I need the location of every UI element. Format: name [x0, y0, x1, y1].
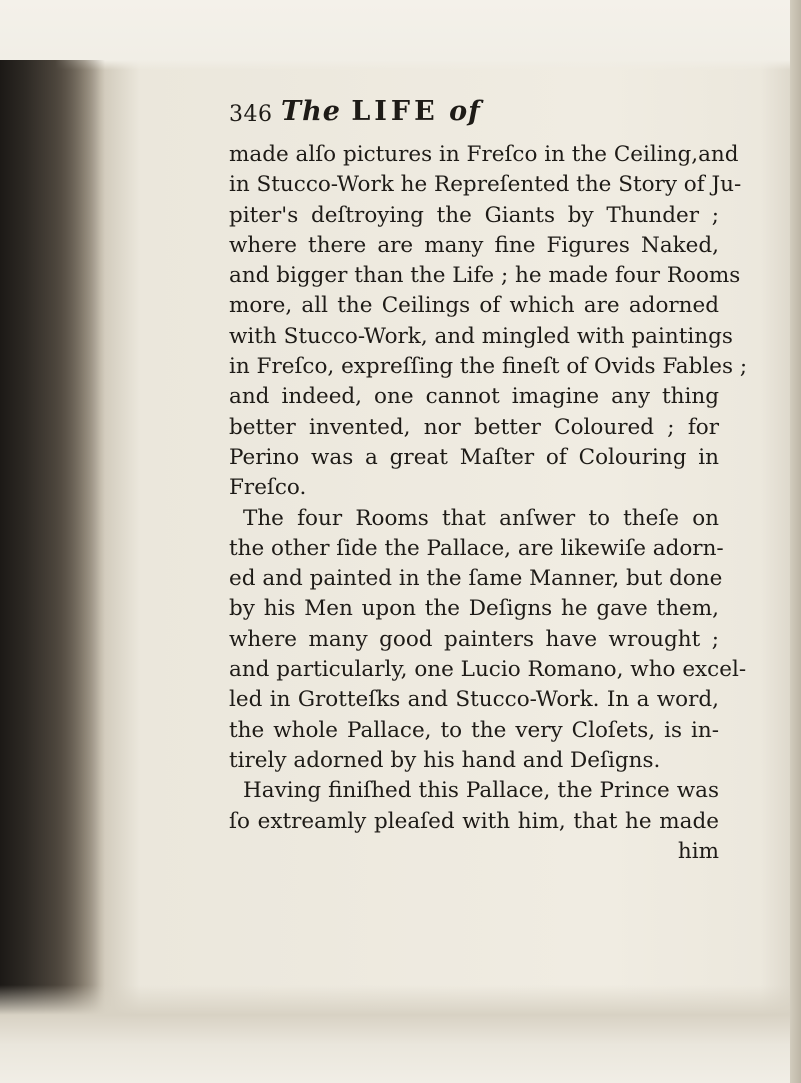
text-line: with Stucco-Work, and mingled with paintings [229, 323, 733, 349]
text-line: better invented, nor better Coloured ; for [229, 414, 719, 440]
page-top-edge [0, 0, 801, 70]
text-line: and indeed, one cannot imagine any thing [229, 384, 719, 410]
text-line: Perino was a great Maſter of Colouring in [229, 444, 719, 470]
text-line: in Stucco-Work he Repreſented the Story of Ju- [229, 172, 742, 198]
text-line: Freſco. [229, 475, 307, 501]
text-line: more, all the Ceilings of which are adorned [229, 293, 719, 319]
text-line: made alſo pictures in Freſco in the Ceiling,and [229, 142, 739, 167]
paragraph-start-line: Having finiſhed this Pallace, the Prince was [243, 778, 719, 804]
catchword: him [677, 838, 719, 864]
running-head [281, 96, 481, 127]
text-line: and particularly, one Lucio Romano, who excel- [229, 657, 747, 683]
text-line: in Freſco, expreſſing the fineſt of Ovids Fables ; [229, 354, 748, 380]
running-head-the: The [281, 96, 341, 127]
text-line: by his Men upon the Deſigns he gave them, [229, 596, 719, 622]
text-line: where there are many fine Figures Naked, [229, 232, 719, 258]
text-line: and bigger than the Life ; he made four Rooms [229, 263, 741, 289]
page-bottom-area [0, 985, 801, 1083]
text-line: ed and painted in the ſame Manner, but done [229, 566, 723, 592]
running-head-life: LIFE [351, 96, 439, 127]
paragraph-start-line: The four Rooms that anſwer to theſe on [243, 505, 719, 531]
text-line: piter's deſtroying the Giants by Thunder ; [229, 202, 719, 228]
running-head-of: of [449, 96, 481, 127]
text-line: led in Grotteſks and Stucco-Work. In a word, [229, 687, 719, 713]
text-line: ſo extreamly pleaſed with him, that he made [229, 808, 719, 834]
book-binding-shadow [0, 60, 105, 1020]
text-line: where many good painters have wrought ; [229, 626, 719, 652]
page-header [229, 96, 719, 140]
book-page-text [229, 96, 748, 867]
page-right-edge [790, 0, 801, 1083]
text-line: tirely adorned by his hand and Deſigns. [229, 747, 661, 773]
page-number: 346 [229, 102, 273, 127]
text-line: the whole Pallace, to the very Cloſets, is in- [229, 717, 719, 743]
text-line: the other ſide the Pallace, are likewiſe adorn- [229, 535, 724, 561]
